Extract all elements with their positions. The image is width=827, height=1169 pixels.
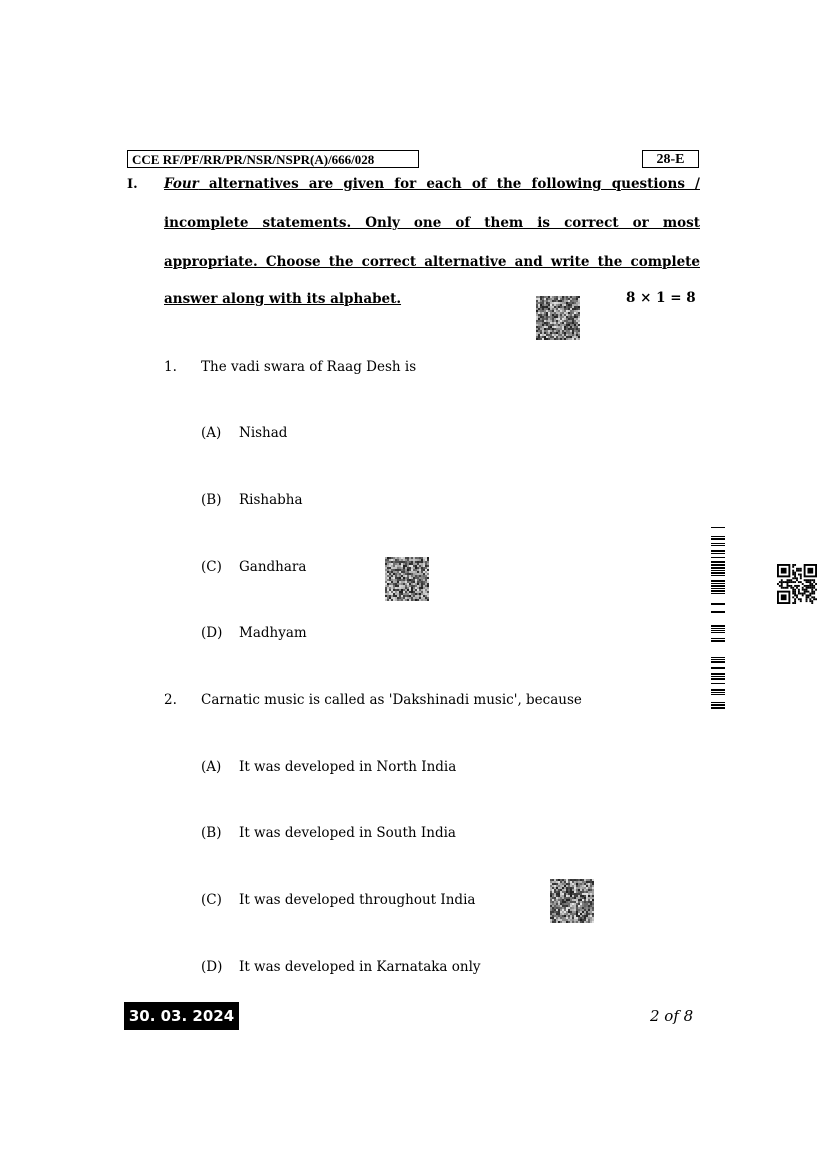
- section-number: I.: [127, 177, 138, 192]
- option-text: Nishad: [239, 425, 288, 441]
- option-text: Gandhara: [239, 559, 307, 575]
- option-text: It was developed throughout India: [239, 892, 476, 908]
- instruction-emphasis: Four: [164, 176, 199, 192]
- option-text: Rishabha: [239, 492, 303, 508]
- option-letter: (B): [201, 825, 222, 841]
- question-number: 2.: [164, 692, 177, 708]
- question-text: The vadi swara of Raag Desh is: [201, 359, 417, 375]
- option-letter: (D): [201, 625, 223, 641]
- barcode-icon: [711, 527, 725, 717]
- instruction-line-1: [164, 174, 700, 194]
- option-letter: (D): [201, 959, 223, 975]
- option-letter: (A): [201, 759, 222, 775]
- qr-code-icon: [777, 564, 817, 604]
- security-pattern: [550, 879, 594, 923]
- option-letter: (C): [201, 559, 222, 575]
- option-letter: (A): [201, 425, 222, 441]
- page-number: 2 of 8: [650, 1007, 694, 1025]
- option-text: It was developed in Karnataka only: [239, 959, 481, 975]
- option-text: It was developed in North India: [239, 759, 457, 775]
- option-letter: (B): [201, 492, 222, 508]
- instruction-line-4: answer along with its alphabet.: [164, 291, 402, 307]
- option-text: Madhyam: [239, 625, 307, 641]
- question-text: Carnatic music is called as 'Dakshinadi music', because: [201, 692, 582, 708]
- option-text: It was developed in South India: [239, 825, 456, 841]
- exam-date: 30. 03. 2024: [124, 1002, 239, 1030]
- instruction-line-1-rest: alternatives are given for each of the following questions /: [198, 176, 700, 192]
- option-letter: (C): [201, 892, 222, 908]
- marks-allocation: 8 × 1 = 8: [626, 290, 696, 306]
- instruction-line-3: appropriate. Choose the correct alternative and write the complete: [164, 254, 700, 270]
- question-number: 1.: [164, 359, 177, 375]
- paper-code: CCE RF/PF/RR/PR/NSR/NSPR(A)/666/028: [127, 150, 419, 168]
- subject-code: 28-E: [642, 150, 699, 168]
- security-pattern: [536, 296, 580, 340]
- instruction-line-2: incomplete statements. Only one of them is correct or most: [164, 215, 700, 231]
- security-pattern: [385, 557, 429, 601]
